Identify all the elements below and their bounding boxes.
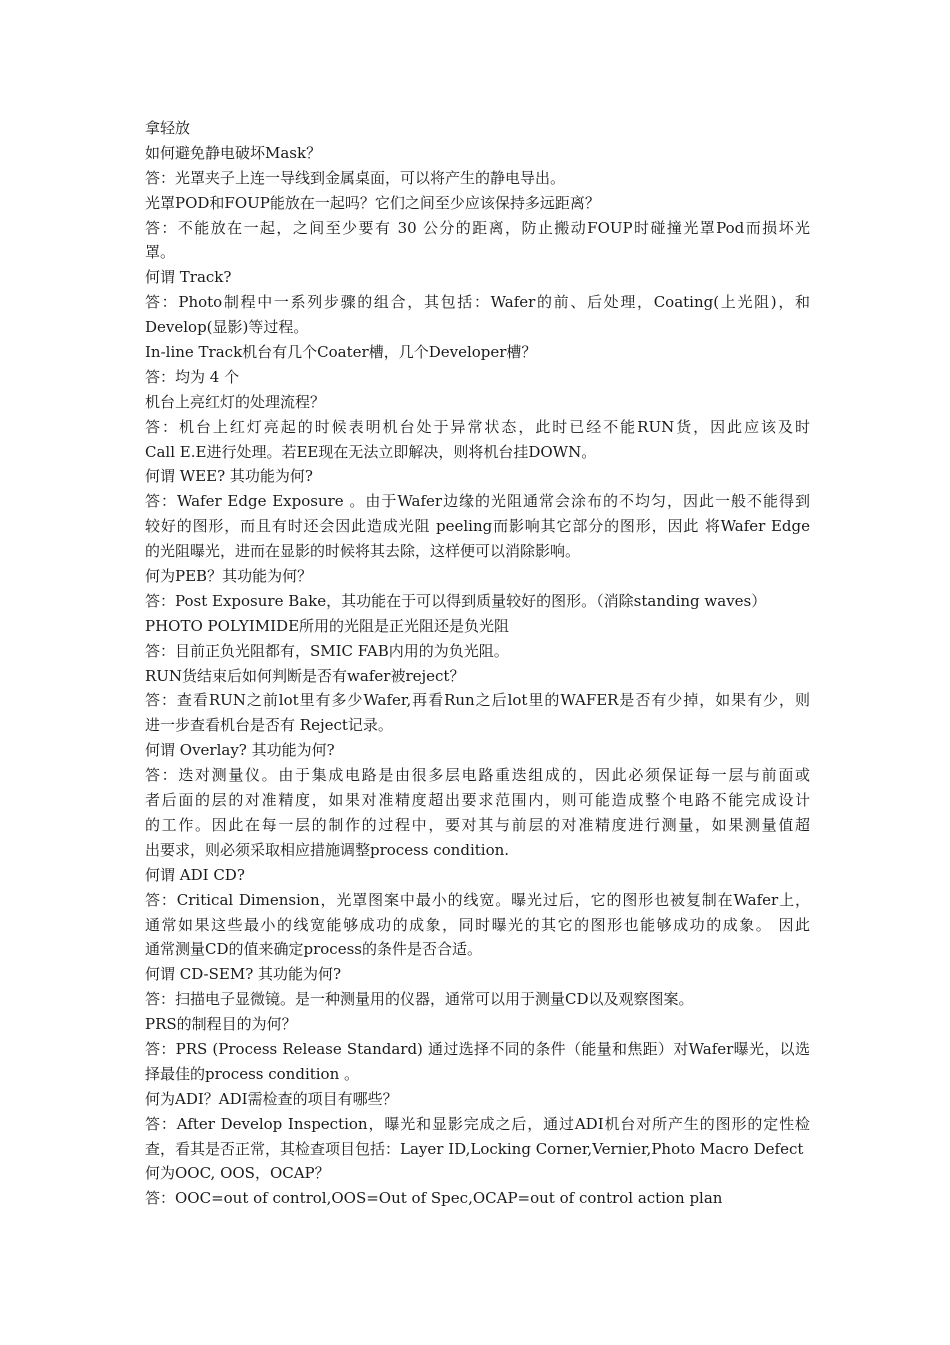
question-line: 光罩POD和FOUP能放在一起吗？它们之间至少应该保持多远距离？ [145, 193, 600, 212]
answer-line: 答：不能放在一起，之间至少要有 30 公分的距离，防止搬动FOUP时碰撞光罩Pod而损坏光 [145, 218, 810, 237]
answer-line: 的光阻曝光，进而在显影的时候将其去除，这样便可以消除影响。 [145, 542, 581, 561]
answer-line: 答：机台上红灯亮起的时候表明机台处于异常状态，此时已经不能RUN货，因此应该及时 [145, 417, 810, 436]
answer-line: 答：目前正负光阻都有，SMIC FAB内用的为负光阻。 [145, 641, 509, 660]
answer-line: 答：Post Exposure Bake，其功能在于可以得到质量较好的图形。（消除standing waves） [145, 591, 767, 610]
answer-line: 出要求，则必须采取相应措施调整process condition. [145, 840, 510, 859]
answer-line: 答：查看RUN之前lot里有多少Wafer,再看Run之后lot里的WAFER是否有少掉，如果有少，则 [145, 691, 810, 710]
answer-line: 查，看其是否正常，其检查项目包括：Layer ID,Locking Corner,Vernier,Photo Macro Defect [145, 1139, 804, 1158]
question-line: 何谓 Overlay? 其功能为何? [145, 741, 335, 760]
question-line: 机台上亮红灯的处理流程？ [145, 392, 326, 411]
question-line: In-line Track机台有几个Coater槽，几个Developer槽？ [145, 343, 537, 362]
answer-line: 较好的图形，而且有时还会因此造成光阻 peeling而影响其它部分的图形，因此 将Wafer Edge [145, 517, 810, 536]
question-line: 何为PEB？其功能为何？ [145, 567, 313, 586]
answer-line: 答：OOC=out of control,OOS=Out of Spec,OCAP=out of control action plan [145, 1189, 723, 1208]
answer-line: 通常测量CD的值来确定process的条件是否合适。 [145, 940, 482, 959]
answer-line: 择最佳的process condition 。 [145, 1064, 360, 1083]
answer-line: 答：Critical Dimension，光罩图案中最小的线宽。曝光过后，它的图形也被复制在Wafer上， [145, 890, 810, 909]
text-line: 拿轻放 [145, 119, 191, 137]
answer-line: 进一步查看机台是否有 Reject记录。 [145, 716, 393, 735]
answer-line: 答：迭对测量仪。由于集成电路是由很多层电路重迭组成的，因此必须保证每一层与前面或 [145, 766, 810, 785]
question-line: 何为ADI？ADI需检查的项目有哪些？ [145, 1089, 398, 1108]
question-line: RUN货结束后如何判断是否有wafer被reject？ [145, 666, 465, 685]
answer-line: 通常如果这些最小的线宽能够成功的成象，同时曝光的其它的图形也能够成功的成象。 因此 [145, 915, 810, 934]
question-line: 何谓 CD-SEM? 其功能为何? [145, 965, 342, 984]
answer-line: 者后面的层的对准精度，如果对准精度超出要求范围内，则可能造成整个电路不能完成设计 [145, 791, 810, 810]
question-line: 何谓 ADI CD? [145, 865, 245, 884]
question-line: 何为OOC, OOS，OCAP？ [145, 1164, 330, 1183]
answer-line: 答：Photo制程中一系列步骤的组合，其包括：Wafer的前、后处理，Coating(上光阻)，和 [145, 293, 810, 312]
answer-line: 答：PRS (Process Release Standard) 通过选择不同的条件（能量和焦距）对Wafer曝光，以选 [145, 1039, 810, 1058]
answer-line: 罩。 [145, 243, 176, 262]
answer-line: 答：均为 4 个 [145, 367, 240, 386]
document-page [145, 116, 810, 1211]
answer-line: 的工作。因此在每一层的制作的过程中，要对其与前层的对准精度进行测量，如果测量值超 [145, 815, 810, 834]
question-line: 何谓 WEE? 其功能为何? [145, 467, 313, 486]
question-line: 如何避免静电破坏Mask？ [145, 143, 322, 162]
answer-line: 答：扫描电子显微镜。是一种测量用的仪器，通常可以用于测量CD以及观察图案。 [145, 990, 694, 1009]
question-line: PRS的制程目的为何？ [145, 1015, 297, 1034]
question-line: PHOTO POLYIMIDE所用的光阻是正光阻还是负光阻 [145, 616, 510, 635]
answer-line: 答：Wafer Edge Exposure 。由于Wafer边缘的光阻通常会涂布的不均匀，因此一般不能得到 [145, 492, 810, 511]
answer-line: Develop(显影)等过程。 [145, 318, 309, 337]
answer-line: 答：After Develop Inspection，曝光和显影完成之后，通过ADI机台对所产生的图形的定性检 [145, 1114, 810, 1133]
answer-line: 答：光罩夹子上连一导线到金属桌面，可以将产生的静电导出。 [145, 168, 566, 187]
answer-line: Call E.E进行处理。若EE现在无法立即解决，则将机台挂DOWN。 [145, 442, 597, 461]
question-line: 何谓 Track? [145, 268, 232, 287]
